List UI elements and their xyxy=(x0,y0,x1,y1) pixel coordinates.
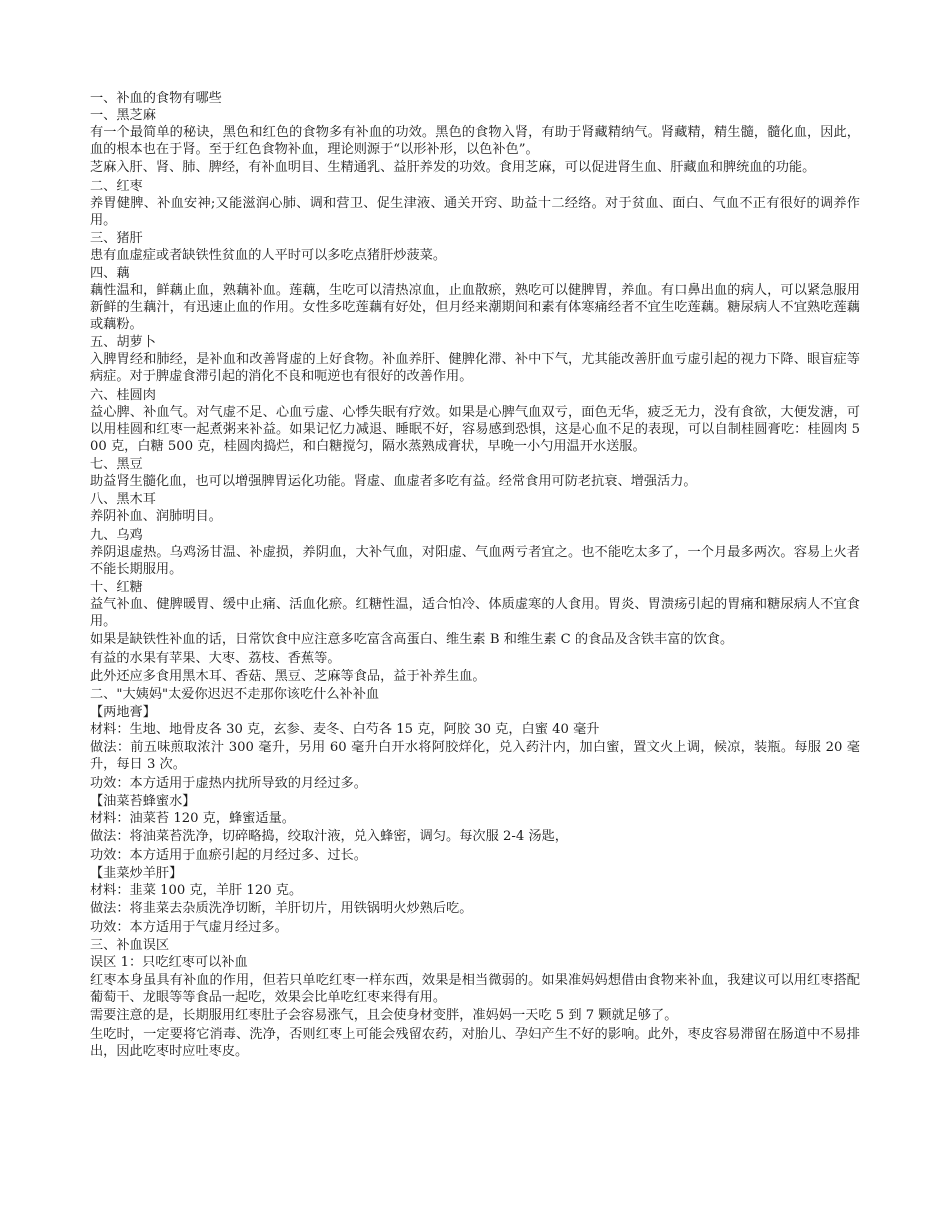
section-heading: 五、胡萝卜 xyxy=(90,335,156,351)
paragraph: 益气补血、健脾暖胃、缓中止痛、活血化瘀。红糖性温，适合怕冷、体质虚寒的人食用。胃炎、胃溃疡引起的胃痛和糖尿病人不宜食用。 xyxy=(90,596,860,629)
section-heading: 一、黑芝麻 xyxy=(90,108,156,123)
section-heading: 十、红糖 xyxy=(90,579,143,595)
paragraph: 做法：将韭菜去杂质洗净切断，羊肝切片，用铁锅明火炒熟后吃。 xyxy=(90,901,473,917)
document-body xyxy=(90,90,860,1060)
paragraph: 功效：本方适用于气虚月经过多。 xyxy=(90,919,288,935)
section-heading: 九、乌鸡 xyxy=(90,527,143,543)
section-heading: 七、黑豆 xyxy=(90,457,143,473)
section-heading: 四、藕 xyxy=(90,266,130,282)
recipe-title: 【两地膏】 xyxy=(90,705,156,721)
section-heading: 三、补血误区 xyxy=(90,937,170,953)
paragraph: 功效：本方适用于血瘀引起的月经过多、过长。 xyxy=(90,847,367,863)
section-heading: 二、红枣 xyxy=(90,178,143,194)
paragraph: 材料：油菜苔 120 克，蜂蜜适量。 xyxy=(90,811,295,827)
paragraph: 养阴补血、润肺明目。 xyxy=(90,509,222,525)
paragraph: 患有血虚症或者缺铁性贫血的人平时可以多吃点猪肝炒菠菜。 xyxy=(90,247,447,263)
paragraph: 藕性温和，鲜藕止血，熟藕补血。莲藕，生吃可以清热凉血，止血散瘀，熟吃可以健脾胃，养血。有口鼻出血的病人，可以紧急服用新鲜的生藕汁，有迅速止血的作用。女性多吃莲藕有好处，但月经来潮期间和素有体寒痛经者不宜生吃莲藕。糖尿病人不宜熟吃莲藕或藕粉。 xyxy=(90,283,860,333)
paragraph: 此外还应多食用黑木耳、香菇、黑豆、芝麻等食品，益于补养生血。 xyxy=(90,668,486,684)
paragraph: 材料：生地、地骨皮各 30 克，玄参、麦冬、白芍各 15 克，阿胶 30 克，白蜜 40 毫升 xyxy=(90,722,600,738)
paragraph: 益心脾、补血气。对气虚不足、心血亏虚、心悸失眠有疗效。如果是心脾气血双亏，面色无华，疲乏无力，没有食欲，大便发溏，可以用桂圆和红枣一起煮粥来补益。如果记忆力减退、睡眠不好，容易感到恐惧，这是心血不足的表现，可以自制桂圆膏吃：桂圆肉 500 克，白糖 500 克，桂圆肉捣烂，和白糖搅匀，隔水蒸熟成膏状，早晚一小勺用温开水送服。 xyxy=(90,404,860,454)
paragraph: 如果是缺铁性补血的话，日常饮食中应注意多吃富含高蛋白、维生素 B 和维生素 C 的食品及含铁丰富的饮食。 xyxy=(90,632,734,648)
paragraph: 芝麻入肝、肾、肺、脾经，有补血明目、生精通乳、益肝养发的功效。食用芝麻，可以促进肾生血、肝藏血和脾统血的功能。 xyxy=(90,160,816,176)
paragraph: 做法：将油菜苔洗净，切碎略捣，绞取汁液，兑入蜂密，调匀。每次服 2-4 汤匙， xyxy=(90,829,568,845)
section-heading: 三、猪肝 xyxy=(90,230,143,246)
recipe-title: 【油菜苔蜂蜜水】 xyxy=(90,794,196,810)
section-heading: 一、补血的食物有哪些 xyxy=(90,91,222,106)
paragraph: 有一个最简单的秘诀，黑色和红色的食物多有补血的功效。黑色的食物入肾，有助于肾藏精纳气。肾藏精，精生髓，髓化血，因此，血的根本也在于肾。至于红色食物补血，理论则源于“以形补形，以色补色”。 xyxy=(90,125,860,157)
paragraph: 功效：本方适用于虚热内扰所导致的月经过多。 xyxy=(90,775,367,791)
paragraph: 有益的水果有苹果、大枣、荔枝、香蕉等。 xyxy=(90,650,341,666)
paragraph: 误区 1：只吃红枣可以补血 xyxy=(90,954,248,970)
paragraph: 入脾胃经和肺经，是补血和改善肾虚的上好食物。补血养肝、健脾化滞、补中下气，尤其能改善肝血亏虚引起的视力下降、眼盲症等病症。对于脾虚食滞引起的消化不良和呃逆也有很好的改善作用。 xyxy=(90,352,860,385)
paragraph: 材料：韭菜 100 克，羊肝 120 克。 xyxy=(90,882,303,898)
section-heading: 二、"大姨妈"太爱你迟迟不走那你该吃什么补补血 xyxy=(90,687,380,703)
paragraph: 养胃健脾、补血安神;又能滋润心肺、调和营卫、促生津液、通关开窍、助益十二经络。对于贫血、面白、气血不正有很好的调养作用。 xyxy=(90,195,860,228)
paragraph: 生吃时，一定要将它消毒、洗净，否则红枣上可能会残留农药，对胎儿、孕妇产生不好的影响。此外，枣皮容易滞留在肠道中不易排出，因此吃枣时应吐枣皮。 xyxy=(90,1026,860,1059)
paragraph: 需要注意的是，长期服用红枣肚子会容易涨气，且会使身材变胖，准妈妈一天吃 5 到 7 颗就足够了。 xyxy=(90,1008,678,1024)
recipe-title: 【韭菜炒羊肝】 xyxy=(90,865,183,881)
section-heading: 八、黑木耳 xyxy=(90,492,156,508)
paragraph: 养阴退虚热。乌鸡汤甘温、补虚损，养阴血，大补气血，对阳虚、气血两亏者宜之。也不能吃太多了，一个月最多两次。容易上火者不能长期服用。 xyxy=(90,544,860,577)
section-heading: 六、桂圆肉 xyxy=(90,387,156,403)
paragraph: 红枣本身虽具有补血的作用，但若只单吃红枣一样东西，效果是相当微弱的。如果准妈妈想借由食物来补血，我建议可以用红枣搭配葡萄干、龙眼等等食品一起吃，效果会比单吃红枣来得有用。 xyxy=(90,973,860,1006)
paragraph: 助益肾生髓化血，也可以增强脾胃运化功能。肾虚、血虚者多吃有益。经常食用可防老抗衰、增强活力。 xyxy=(90,474,697,490)
paragraph: 做法：前五味煎取浓汁 300 毫升，另用 60 毫升白开水将阿胶烊化，兑入药汁内，加白蜜，置文火上调，候凉，装瓶。每服 20 毫升，每日 3 次。 xyxy=(90,740,860,773)
